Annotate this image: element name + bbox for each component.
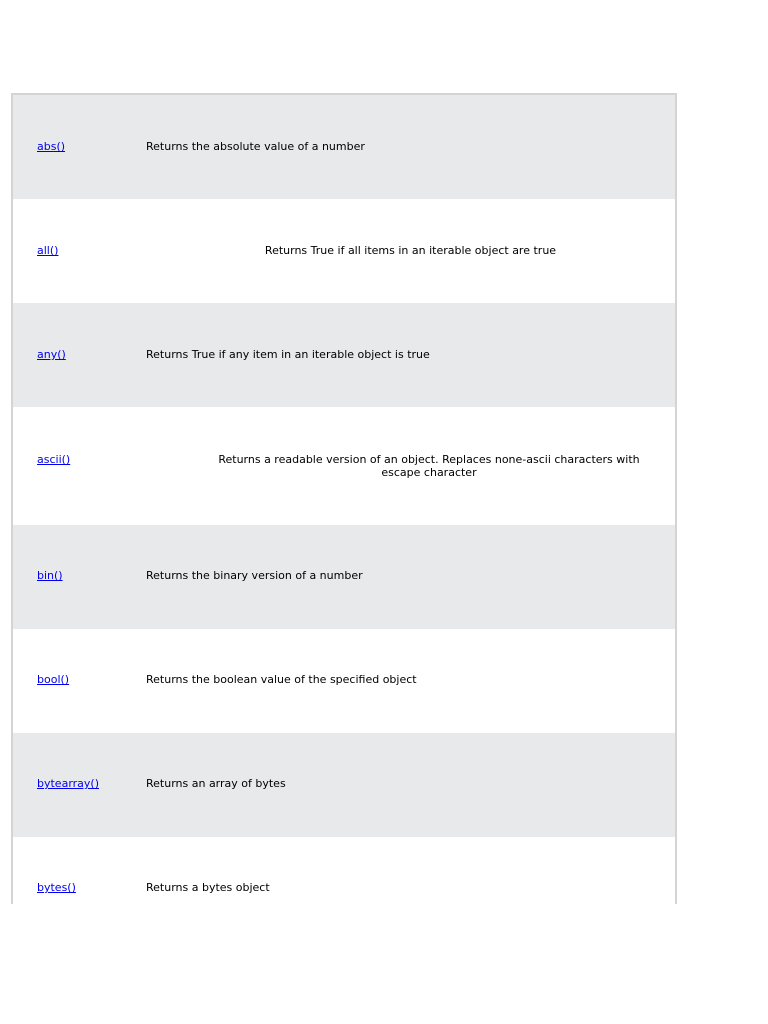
table-row — [13, 525, 675, 629]
function-description: Returns an array of bytes — [146, 777, 286, 790]
table-row — [13, 733, 675, 837]
function-description: Returns a readable version of an object. Replaces none-ascii characters with escape character — [218, 453, 640, 479]
function-description: Returns the boolean value of the specified object — [146, 673, 417, 686]
table-row — [13, 95, 675, 199]
function-link-abs[interactable]: abs() — [37, 140, 66, 153]
function-description: Returns a bytes object — [146, 881, 270, 894]
function-link-bin[interactable]: bin() — [37, 569, 63, 582]
table-row — [13, 303, 675, 407]
function-description: Returns True if all items in an iterable object are true — [264, 244, 557, 257]
table-row — [13, 407, 675, 525]
function-link-all[interactable]: all() — [37, 244, 59, 257]
function-description: Returns the binary version of a number — [146, 569, 363, 582]
function-link-bytearray[interactable]: bytearray() — [37, 777, 99, 790]
function-description: Returns the absolute value of a number — [146, 140, 365, 153]
table-row — [13, 629, 675, 733]
table-row — [13, 837, 675, 904]
function-link-bool[interactable]: bool() — [37, 673, 70, 686]
function-link-ascii[interactable]: ascii() — [37, 453, 71, 466]
function-link-any[interactable]: any() — [37, 348, 66, 361]
function-description: Returns True if any item in an iterable object is true — [146, 348, 430, 361]
function-link-bytes[interactable]: bytes() — [37, 881, 76, 894]
table-row — [13, 199, 675, 303]
functions-table — [11, 93, 677, 904]
